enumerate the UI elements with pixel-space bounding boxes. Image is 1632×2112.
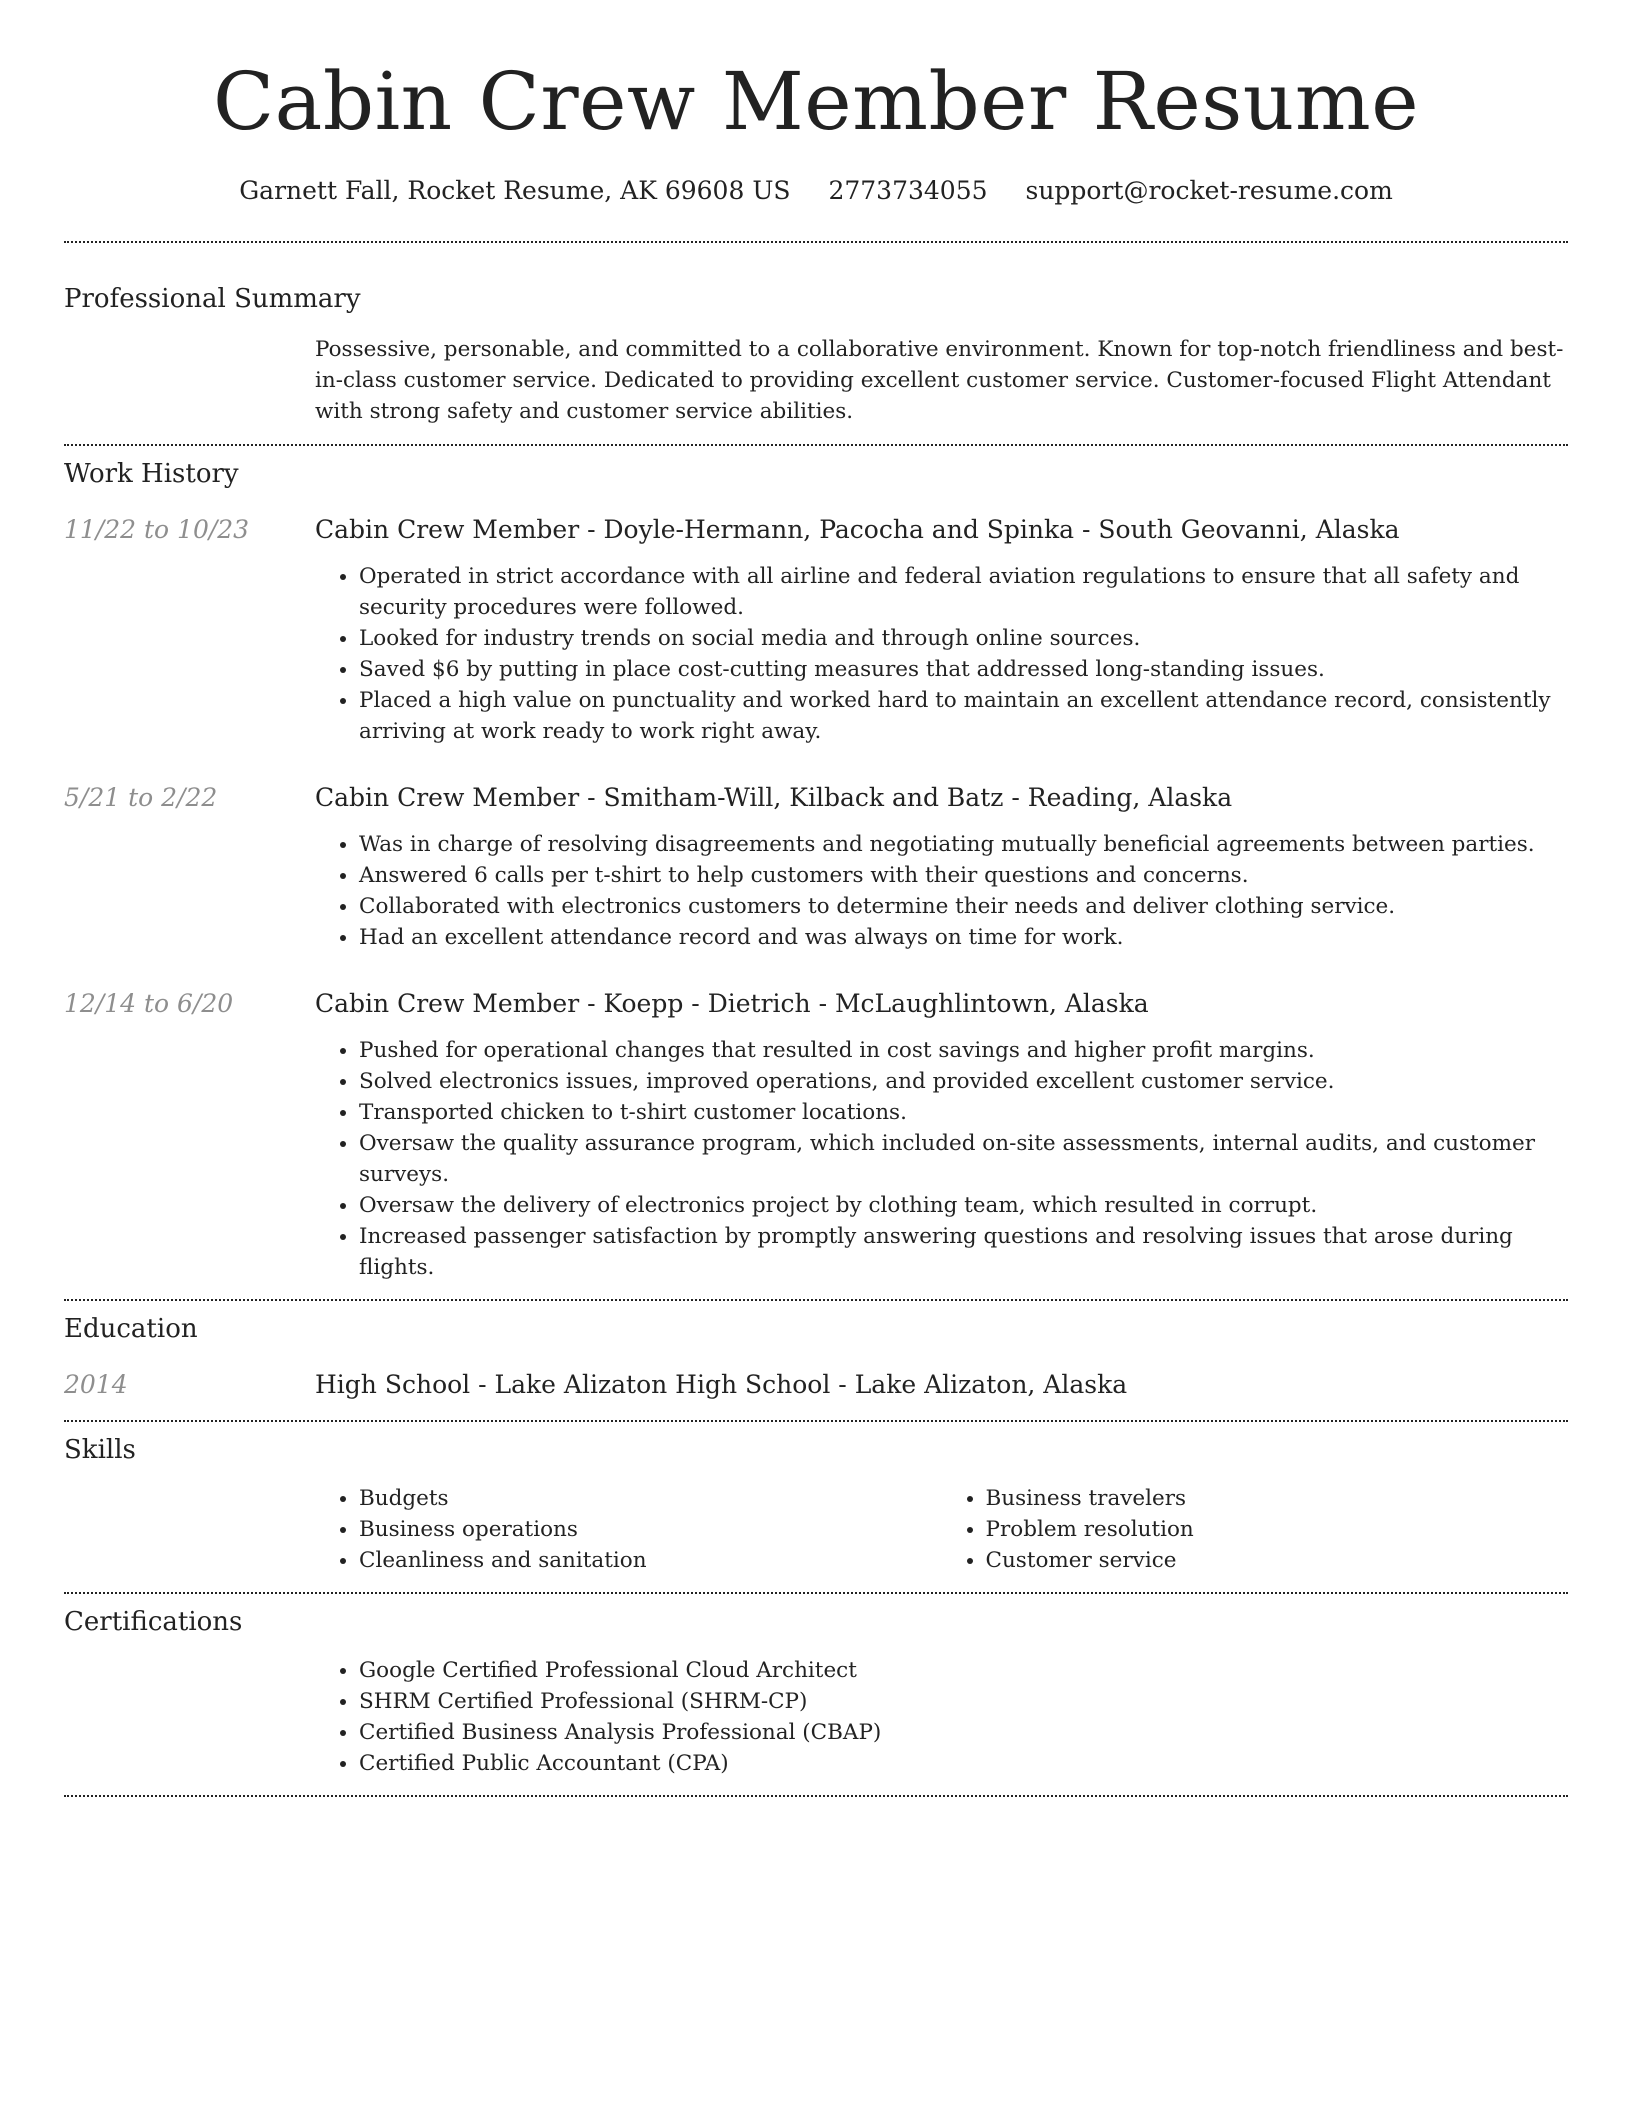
section-title-certifications: Certifications bbox=[64, 1607, 243, 1637]
job-entry bbox=[64, 513, 1568, 747]
skill-item: • Customer service bbox=[986, 1545, 1569, 1576]
certification-item: • SHRM Certified Professional (SHRM-CP) bbox=[359, 1686, 1568, 1717]
contact-email: support@rocket-resume.com bbox=[1025, 176, 1393, 205]
summary-row bbox=[64, 334, 1568, 427]
contact-address: Garnett Fall, Rocket Resume, AK 69608 US bbox=[239, 176, 791, 205]
skills-row bbox=[64, 1483, 1568, 1576]
list-item: • Solved electronics issues, improved operations, and provided excellent customer service. bbox=[359, 1066, 1568, 1097]
skills-grid bbox=[315, 1483, 1568, 1576]
education-title: High School - Lake Alizaton High School - Lake Alizaton, Alaska bbox=[315, 1370, 1128, 1399]
list-item: • Transported chicken to t-shirt customer locations. bbox=[359, 1097, 1568, 1128]
skills-list-right bbox=[942, 1483, 1569, 1576]
education-year: 2014 bbox=[64, 1370, 128, 1399]
job-title: Cabin Crew Member - Koepp - Dietrich - McLaughlintown, Alaska bbox=[315, 989, 1149, 1018]
divider bbox=[64, 444, 1568, 446]
skill-item: • Business travelers bbox=[986, 1483, 1569, 1514]
list-item: • Answered 6 calls per t-shirt to help customers with their questions and concerns. bbox=[359, 860, 1568, 891]
skill-item: • Problem resolution bbox=[986, 1514, 1569, 1545]
certifications-list bbox=[315, 1655, 1568, 1779]
list-item: • Operated in strict accordance with all airline and federal aviation regulations to ensure that all safety and security procedures were followed. bbox=[359, 561, 1568, 623]
certification-item: • Certified Business Analysis Professional (CBAP) bbox=[359, 1717, 1568, 1748]
resume-title: Cabin Crew Member Resume bbox=[212, 55, 1420, 148]
skill-item: • Cleanliness and sanitation bbox=[359, 1545, 942, 1576]
job-dates: 12/14 to 6/20 bbox=[64, 989, 234, 1018]
summary-text: Possessive, personable, and committed to a collaborative environment. Known for top-notch friendliness and best-in-class customer service. Dedicated to providing excellent customer service. Customer-focused Flight Attendant with strong safety and customer service abilities. bbox=[315, 337, 1564, 424]
list-item: • Pushed for operational changes that resulted in cost savings and higher profit margins. bbox=[359, 1035, 1568, 1066]
list-item: • Placed a high value on punctuality and worked hard to maintain an excellent attendance record, consistently arriving at work ready to work right away. bbox=[359, 685, 1568, 747]
list-item: • Was in charge of resolving disagreements and negotiating mutually beneficial agreements between parties. bbox=[359, 829, 1568, 860]
contact-phone: 2773734055 bbox=[828, 176, 988, 205]
skills-list-left bbox=[315, 1483, 942, 1576]
list-item: • Increased passenger satisfaction by promptly answering questions and resolving issues that arose during flights. bbox=[359, 1221, 1568, 1283]
divider bbox=[64, 1592, 1568, 1594]
certification-item: • Certified Public Accountant (CPA) bbox=[359, 1748, 1568, 1779]
education-entry bbox=[64, 1368, 1568, 1402]
list-item: • Had an excellent attendance record and was always on time for work. bbox=[359, 922, 1568, 953]
section-title-skills: Skills bbox=[64, 1435, 136, 1465]
certifications-row bbox=[64, 1655, 1568, 1779]
list-item: • Collaborated with electronics customers to determine their needs and deliver clothing service. bbox=[359, 891, 1568, 922]
job-bullets bbox=[315, 829, 1568, 953]
job-entry bbox=[64, 987, 1568, 1283]
job-dates: 11/22 to 10/23 bbox=[64, 515, 250, 544]
certification-item: • Google Certified Professional Cloud Architect bbox=[359, 1655, 1568, 1686]
skill-item: • Budgets bbox=[359, 1483, 942, 1514]
section-title-summary: Professional Summary bbox=[64, 284, 361, 314]
job-dates: 5/21 to 2/22 bbox=[64, 783, 218, 812]
contact-line bbox=[64, 174, 1568, 208]
list-item: • Saved $6 by putting in place cost-cutting measures that addressed long-standing issues. bbox=[359, 654, 1568, 685]
job-title: Cabin Crew Member - Smitham-Will, Kilback and Batz - Reading, Alaska bbox=[315, 783, 1233, 812]
job-bullets bbox=[315, 1035, 1568, 1283]
list-item: • Oversaw the quality assurance program, which included on-site assessments, internal audits, and customer surveys. bbox=[359, 1128, 1568, 1190]
divider bbox=[64, 1299, 1568, 1301]
divider bbox=[64, 1420, 1568, 1422]
job-entry bbox=[64, 781, 1568, 953]
skill-item: • Business operations bbox=[359, 1514, 942, 1545]
section-title-work-history: Work History bbox=[64, 459, 239, 489]
section-title-education: Education bbox=[64, 1314, 198, 1344]
job-bullets bbox=[315, 561, 1568, 747]
job-title: Cabin Crew Member - Doyle-Hermann, Pacocha and Spinka - South Geovanni, Alaska bbox=[315, 515, 1400, 544]
list-item: • Looked for industry trends on social media and through online sources. bbox=[359, 623, 1568, 654]
list-item: • Oversaw the delivery of electronics project by clothing team, which resulted in corrupt. bbox=[359, 1190, 1568, 1221]
divider bbox=[64, 241, 1568, 243]
divider bbox=[64, 1795, 1568, 1797]
